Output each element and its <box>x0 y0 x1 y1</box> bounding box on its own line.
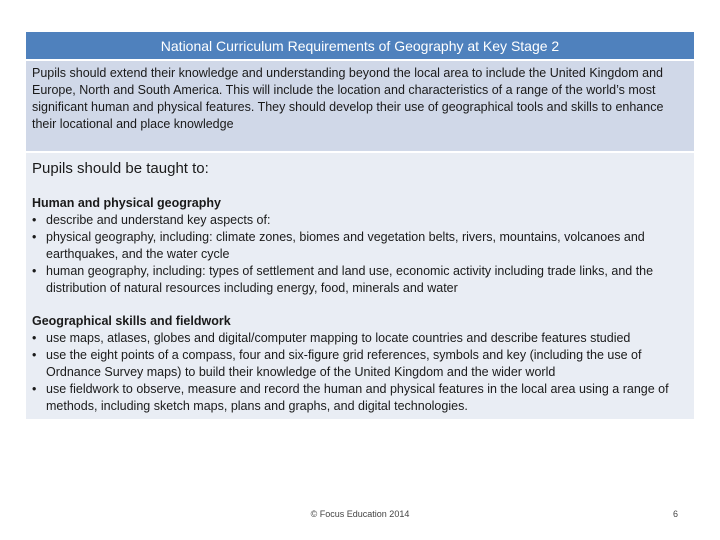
list-item: • use fieldwork to observe, measure and record the human and physical features in the local area using a range of methods, including sketch maps, plans and graphs, and digital technologies. <box>32 382 669 413</box>
section-skills-fieldwork <box>32 313 688 415</box>
bullet: • <box>32 264 37 278</box>
section-title: Human and physical geography <box>32 196 221 210</box>
bullet: • <box>32 230 37 244</box>
footer-copyright: © Focus Education 2014 <box>310 509 410 519</box>
list-item: • use maps, atlases, globes and digital/computer mapping to locate countries and describe features studied <box>32 331 631 345</box>
section-human-physical <box>32 195 688 297</box>
list-item: • use the eight points of a compass, four and six-figure grid references, symbols and key (including the use of Ordnance Survey maps) to build their knowledge of the United Kingdom and the wider world <box>32 348 642 379</box>
section-title: Geographical skills and fieldwork <box>32 314 231 328</box>
list-item: • physical geography, including: climate zones, biomes and vegetation belts, rivers, mountains, volcanoes and earthquakes, and the water cycle <box>32 230 645 261</box>
intro-text: Pupils should extend their knowledge and understanding beyond the local area to include the United Kingdom and Europe, North and South America. This will include the location and characteristics of a range of the world’s most significant human and physical features. They should develop their use of geographical tools and skills to enhance their locational and place knowledge <box>32 66 664 131</box>
list-item: • describe and understand key aspects of: <box>32 213 271 227</box>
bullet: • <box>32 213 37 227</box>
intro-cell <box>26 61 694 153</box>
bullet-list <box>32 212 688 297</box>
bullet: • <box>32 382 37 396</box>
table-title: National Curriculum Requirements of Geography at Key Stage 2 <box>160 37 560 54</box>
bullet-list <box>32 330 688 415</box>
bullet: • <box>32 331 37 345</box>
curriculum-table <box>26 32 694 419</box>
content-cell <box>26 153 694 419</box>
bullet: • <box>32 348 37 362</box>
list-item: • human geography, including: types of settlement and land use, economic activity including trade links, and the distribution of natural resources including energy, food, minerals and water <box>32 264 654 295</box>
taught-heading: Pupils should be taught to: <box>32 160 209 177</box>
page-number: 6 <box>672 509 678 519</box>
table-header <box>26 32 694 61</box>
